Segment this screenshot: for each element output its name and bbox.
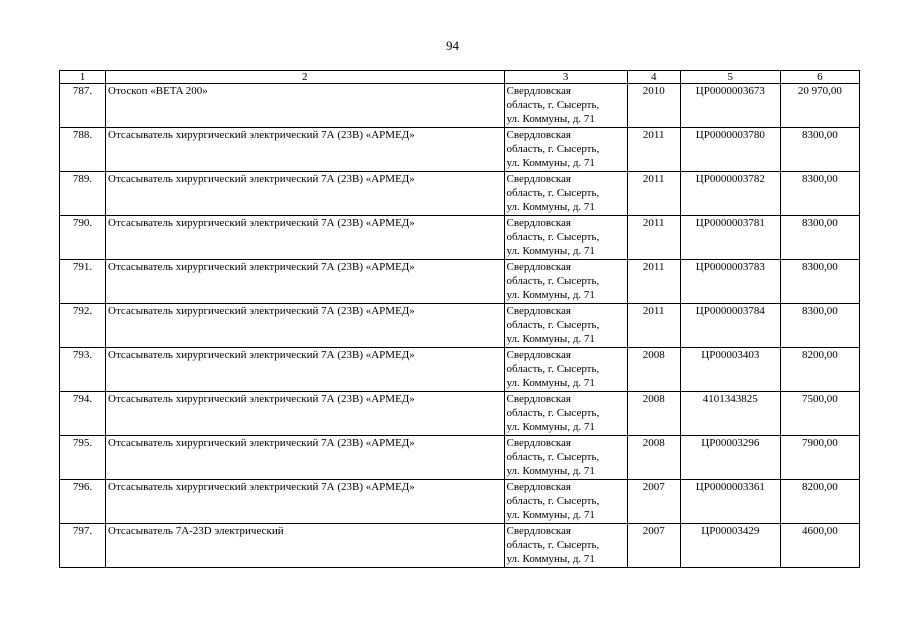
inventory-code-cell: ЦР0000003361 (680, 480, 780, 524)
address-line: ул. Коммуны, д. 71 (506, 289, 595, 301)
row-number-cell: 797. (60, 524, 106, 568)
year-cell: 2008 (627, 348, 680, 392)
cost-cell: 4600,00 (780, 524, 859, 568)
address-cell (504, 524, 627, 568)
address-line: Свердловская (506, 481, 571, 493)
row-number-cell: 791. (60, 260, 106, 304)
address-cell (504, 172, 627, 216)
item-name-cell: Отсасыватель хирургический электрический 7А (23В) «АРМЕД» (106, 480, 504, 524)
inventory-code-cell: ЦР00003429 (680, 524, 780, 568)
table-row (60, 436, 860, 480)
inventory-code-cell: ЦР00003296 (680, 436, 780, 480)
address-cell (504, 216, 627, 260)
inventory-code-cell: ЦР0000003673 (680, 84, 780, 128)
row-number-cell: 794. (60, 392, 106, 436)
column-header-3: 3 (504, 71, 627, 84)
address-line: ул. Коммуны, д. 71 (506, 245, 595, 257)
column-header-5: 5 (680, 71, 780, 84)
year-cell: 2007 (627, 524, 680, 568)
inventory-code-cell: ЦР00003403 (680, 348, 780, 392)
cost-cell: 7500,00 (780, 392, 859, 436)
address-cell (504, 436, 627, 480)
column-header-2: 2 (106, 71, 504, 84)
address-cell (504, 348, 627, 392)
address-line: Свердловская (506, 129, 571, 141)
item-name-cell: Отоскоп «BETA 200» (106, 84, 504, 128)
row-number-cell: 793. (60, 348, 106, 392)
cost-cell: 8300,00 (780, 304, 859, 348)
row-number-cell: 792. (60, 304, 106, 348)
row-number-cell: 790. (60, 216, 106, 260)
table-row (60, 480, 860, 524)
cost-cell: 8200,00 (780, 348, 859, 392)
row-number-cell: 788. (60, 128, 106, 172)
cost-cell: 20 970,00 (780, 84, 859, 128)
year-cell: 2007 (627, 480, 680, 524)
address-line: Свердловская (506, 393, 571, 405)
address-line: область, г. Сысерть, (506, 407, 600, 419)
column-header-6: 6 (780, 71, 859, 84)
item-name-cell: Отсасыватель хирургический электрический 7А (23В) «АРМЕД» (106, 436, 504, 480)
item-name-cell: Отсасыватель 7А-23D электрический (106, 524, 504, 568)
row-number-cell: 795. (60, 436, 106, 480)
table-row (60, 392, 860, 436)
column-header-4: 4 (627, 71, 680, 84)
cost-cell: 8200,00 (780, 480, 859, 524)
year-cell: 2011 (627, 216, 680, 260)
row-number-cell: 787. (60, 84, 106, 128)
address-line: область, г. Сысерть, (506, 99, 600, 111)
address-line: Свердловская (506, 261, 571, 273)
inventory-code-cell: ЦР0000003782 (680, 172, 780, 216)
address-line: Свердловская (506, 349, 571, 361)
address-line: область, г. Сысерть, (506, 187, 600, 199)
address-line: ул. Коммуны, д. 71 (506, 157, 595, 169)
address-line: область, г. Сысерть, (506, 539, 600, 551)
address-cell (504, 304, 627, 348)
address-cell (504, 84, 627, 128)
address-line: ул. Коммуны, д. 71 (506, 553, 595, 565)
table-header-row (60, 71, 860, 84)
address-cell (504, 480, 627, 524)
address-cell (504, 392, 627, 436)
table-row (60, 216, 860, 260)
item-name-cell: Отсасыватель хирургический электрический 7А (23В) «АРМЕД» (106, 260, 504, 304)
table-row (60, 304, 860, 348)
year-cell: 2008 (627, 392, 680, 436)
table-row (60, 128, 860, 172)
address-line: область, г. Сысерть, (506, 275, 600, 287)
address-line: область, г. Сысерть, (506, 231, 600, 243)
address-cell (504, 260, 627, 304)
table-row (60, 348, 860, 392)
year-cell: 2008 (627, 436, 680, 480)
table-row (60, 172, 860, 216)
table-row (60, 84, 860, 128)
address-line: ул. Коммуны, д. 71 (506, 333, 595, 345)
item-name-cell: Отсасыватель хирургический электрический 7А (23В) «АРМЕД» (106, 304, 504, 348)
address-line: ул. Коммуны, д. 71 (506, 201, 595, 213)
inventory-code-cell: ЦР0000003781 (680, 216, 780, 260)
inventory-code-cell: ЦР0000003780 (680, 128, 780, 172)
address-line: ул. Коммуны, д. 71 (506, 113, 595, 125)
table-row (60, 524, 860, 568)
address-cell (504, 128, 627, 172)
row-number-cell: 796. (60, 480, 106, 524)
address-line: Свердловская (506, 173, 571, 185)
address-line: ул. Коммуны, д. 71 (506, 509, 595, 521)
inventory-code-cell: ЦР0000003784 (680, 304, 780, 348)
address-line: Свердловская (506, 437, 571, 449)
row-number-cell: 789. (60, 172, 106, 216)
column-header-1: 1 (60, 71, 106, 84)
cost-cell: 8300,00 (780, 128, 859, 172)
year-cell: 2011 (627, 172, 680, 216)
address-line: Свердловская (506, 525, 571, 537)
page-number: 94 (446, 38, 459, 53)
address-line: область, г. Сысерть, (506, 495, 600, 507)
cost-cell: 8300,00 (780, 216, 859, 260)
cost-cell: 8300,00 (780, 260, 859, 304)
item-name-cell: Отсасыватель хирургический электрический 7А (23В) «АРМЕД» (106, 392, 504, 436)
year-cell: 2011 (627, 128, 680, 172)
address-line: область, г. Сысерть, (506, 143, 600, 155)
inventory-code-cell: 4101343825 (680, 392, 780, 436)
inventory-code-cell: ЦР0000003783 (680, 260, 780, 304)
address-line: ул. Коммуны, д. 71 (506, 465, 595, 477)
address-line: область, г. Сысерть, (506, 451, 600, 463)
property-table (59, 70, 860, 568)
year-cell: 2011 (627, 260, 680, 304)
table-row (60, 260, 860, 304)
item-name-cell: Отсасыватель хирургический электрический 7А (23В) «АРМЕД» (106, 128, 504, 172)
address-line: область, г. Сысерть, (506, 319, 600, 331)
item-name-cell: Отсасыватель хирургический электрический 7А (23В) «АРМЕД» (106, 216, 504, 260)
cost-cell: 8300,00 (780, 172, 859, 216)
address-line: Свердловская (506, 305, 571, 317)
year-cell: 2011 (627, 304, 680, 348)
year-cell: 2010 (627, 84, 680, 128)
address-line: область, г. Сысерть, (506, 363, 600, 375)
item-name-cell: Отсасыватель хирургический электрический 7А (23В) «АРМЕД» (106, 348, 504, 392)
address-line: ул. Коммуны, д. 71 (506, 377, 595, 389)
address-line: Свердловская (506, 217, 571, 229)
cost-cell: 7900,00 (780, 436, 859, 480)
item-name-cell: Отсасыватель хирургический электрический 7А (23В) «АРМЕД» (106, 172, 504, 216)
address-line: ул. Коммуны, д. 71 (506, 421, 595, 433)
address-line: Свердловская (506, 85, 571, 97)
